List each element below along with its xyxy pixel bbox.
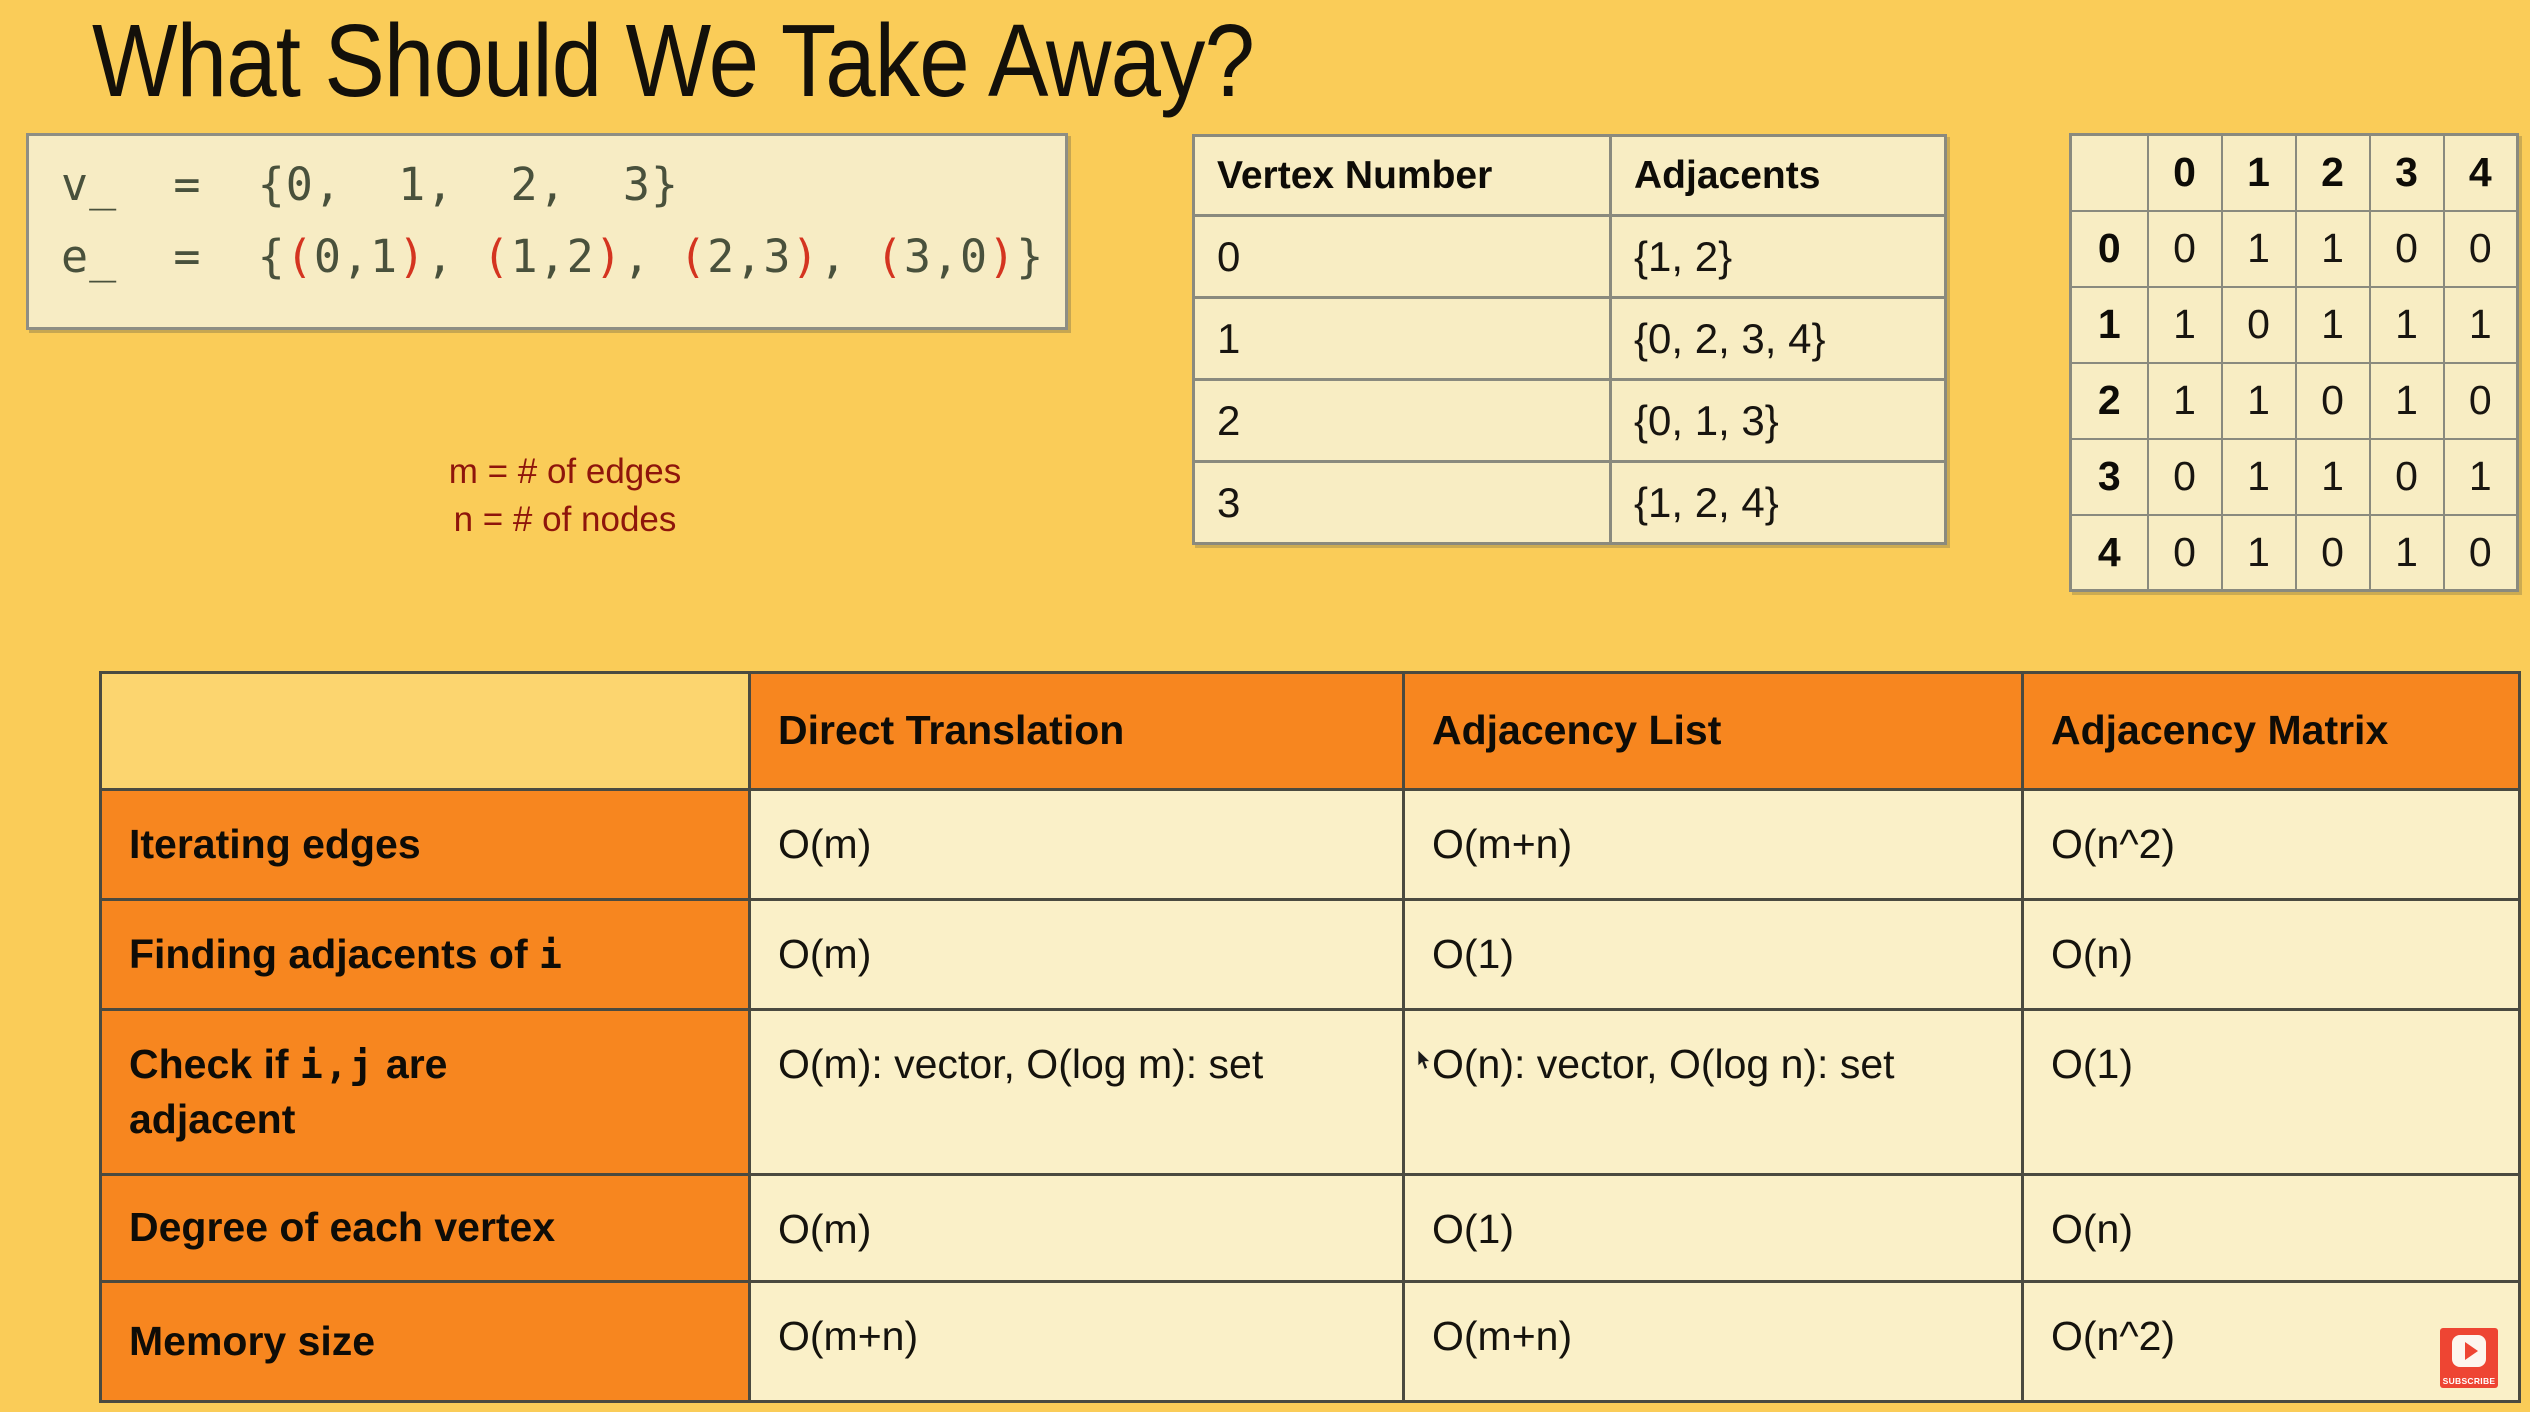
text-segment: Memory size [129,1317,376,1364]
comparison-value-cell: O(m) [750,900,1404,1010]
legend-m-n [415,448,715,544]
play-triangle-icon [2465,1342,2478,1360]
matrix-value-cell: 0 [2222,287,2296,363]
matrix-value-cell: 0 [2296,515,2370,591]
text-segment: Finding adjacents of [129,930,540,977]
text-segment: ( [285,230,314,283]
matrix-value-cell: 1 [2370,287,2444,363]
matrix-value-cell: 0 [2296,363,2370,439]
comparison-value-cell: O(n^2) [2023,1282,2520,1402]
text-segment: , [819,230,876,283]
matrix-row [2071,515,2518,591]
text-segment: ( [679,230,708,283]
vertex-table-value-cell: {0, 2, 3, 4} [1611,298,1946,380]
comparison-row-label-cell [101,1282,750,1402]
text-segment: v_ = {0, 1, 2, 3} [61,158,680,211]
text-segment: e_ = { [61,230,286,283]
text-segment: Iterating edges [129,820,421,867]
comparison-table-row [101,1175,2520,1282]
code-line-edges [61,230,1044,283]
matrix-column-header-cell: 1 [2222,135,2296,211]
matrix-value-cell: 1 [2370,515,2444,591]
vertex-table-value-cell: 1 [1194,298,1611,380]
text-segment: ( [482,230,511,283]
matrix-value-cell: 1 [2222,211,2296,287]
matrix-row [2071,363,2518,439]
matrix-value-cell: 0 [2148,515,2222,591]
page-title: What Should We Take Away? [92,3,1255,118]
comparison-value-cell: O(1) [1404,1175,2023,1282]
matrix-column-header-cell: 2 [2296,135,2370,211]
matrix-corner-cell [2071,135,2148,211]
comparison-row-label-cell [101,1175,750,1282]
matrix-value-cell: 1 [2444,287,2518,363]
text-segment: adjacent [129,1096,296,1142]
comparison-table-row [101,1282,2520,1402]
matrix-value-cell: 1 [2222,515,2296,591]
comparison-table-row [101,790,2520,900]
comparison-value-cell: O(m) [750,1175,1404,1282]
vertex-table-value-cell: 3 [1194,462,1611,544]
vertex-table-value-cell: {1, 2, 4} [1611,462,1946,544]
comparison-column-header-cell: Direct Translation [750,673,1404,790]
legend-edges-line: m = # of edges [448,452,682,491]
matrix-value-cell: 0 [2148,211,2222,287]
matrix-value-cell: 0 [2444,211,2518,287]
vertex-table-header-cell: Adjacents [1611,136,1946,216]
matrix-value-cell: 1 [2296,439,2370,515]
comparison-value-cell: O(m) [750,790,1404,900]
vertex-table-row [1194,216,1946,298]
text-segment: ) [398,230,427,283]
text-segment: i [539,932,564,977]
text-segment: Check if [129,1040,300,1087]
comparison-value-cell: O(m): vector, O(log m): set [750,1010,1404,1175]
text-segment: i,j [299,1042,375,1087]
legend-nodes-line: n = # of nodes [453,500,677,539]
matrix-column-header-cell: 4 [2444,135,2518,211]
matrix-row-header-cell: 2 [2071,363,2148,439]
matrix-value-cell: 1 [2296,211,2370,287]
comparison-row-label-cell [101,900,750,1010]
text-segment: , [622,230,680,283]
youtube-play-icon [2452,1335,2486,1367]
matrix-row [2071,211,2518,287]
text-segment: 1,2 [510,230,595,283]
comparison-value-cell: O(1) [1404,900,2023,1010]
comparison-column-header-cell: Adjacency Matrix [2023,673,2520,790]
vertex-table-row [1194,380,1946,462]
matrix-column-header-cell: 0 [2148,135,2222,211]
matrix-value-cell: 0 [2444,363,2518,439]
vertex-table-row [1194,298,1946,380]
matrix-value-cell: 1 [2148,287,2222,363]
comparison-corner-cell [101,673,750,790]
matrix-row [2071,439,2518,515]
comparison-value-cell: O(n^2) [2023,790,2520,900]
comparison-value-cell: O(m+n) [1404,1282,2023,1402]
text-segment: Degree of each vertex [129,1204,556,1251]
text-segment: ) [594,230,623,283]
text-segment: 3,0 [903,230,989,283]
text-segment: ) [988,230,1017,283]
vertex-table-value-cell: 0 [1194,216,1611,298]
text-segment: 0,1 [313,230,399,283]
code-box [26,133,1068,330]
matrix-column-header-cell: 3 [2370,135,2444,211]
text-segment: , [426,230,483,283]
text-segment: are [374,1040,448,1087]
comparison-value-cell: O(1) [2023,1010,2520,1175]
matrix-value-cell: 0 [2370,211,2444,287]
comparison-table-row [101,900,2520,1010]
comparison-value-cell: O(m+n) [1404,790,2023,900]
adjacency-list-table [1192,134,1947,545]
text-segment: ( [875,230,904,283]
matrix-value-cell: 0 [2444,515,2518,591]
comparison-column-header-cell: Adjacency List [1404,673,2023,790]
vertex-table-value-cell: {1, 2} [1611,216,1946,298]
vertex-table-header-cell: Vertex Number [1194,136,1611,216]
matrix-value-cell: 1 [2222,439,2296,515]
matrix-value-cell: 0 [2370,439,2444,515]
vertex-table-value-cell: {0, 1, 3} [1611,380,1946,462]
matrix-value-cell: 0 [2148,439,2222,515]
matrix-value-cell: 1 [2444,439,2518,515]
text-segment: 2,3 [707,230,792,283]
vertex-table-value-cell: 2 [1194,380,1611,462]
text-segment: ) [791,230,820,283]
complexity-comparison-table [99,671,2521,1403]
mouse-cursor-icon [1417,1050,1433,1072]
subscribe-label: SUBSCRIBE [2442,1376,2496,1386]
matrix-row [2071,287,2518,363]
vertex-table-row [1194,462,1946,544]
matrix-row-header-cell: 0 [2071,211,2148,287]
matrix-row-header-cell: 4 [2071,515,2148,591]
matrix-row-header-cell: 3 [2071,439,2148,515]
comparison-value-cell: O(n) [2023,1175,2520,1282]
code-line-vertices [61,158,679,211]
text-segment: } [1016,230,1045,283]
matrix-value-cell: 1 [2296,287,2370,363]
comparison-row-label-cell [101,790,750,900]
comparison-value-cell: O(n): vector, O(log n): set [1404,1010,2023,1175]
matrix-value-cell: 1 [2148,363,2222,439]
comparison-value-cell: O(n) [2023,900,2520,1010]
subscribe-button[interactable] [2440,1328,2498,1388]
matrix-value-cell: 1 [2222,363,2296,439]
comparison-table-row [101,1010,2520,1175]
comparison-value-cell: O(m+n) [750,1282,1404,1402]
adjacency-matrix-table [2069,133,2519,592]
matrix-value-cell: 1 [2370,363,2444,439]
matrix-row-header-cell: 1 [2071,287,2148,363]
comparison-row-label-cell [101,1010,750,1175]
